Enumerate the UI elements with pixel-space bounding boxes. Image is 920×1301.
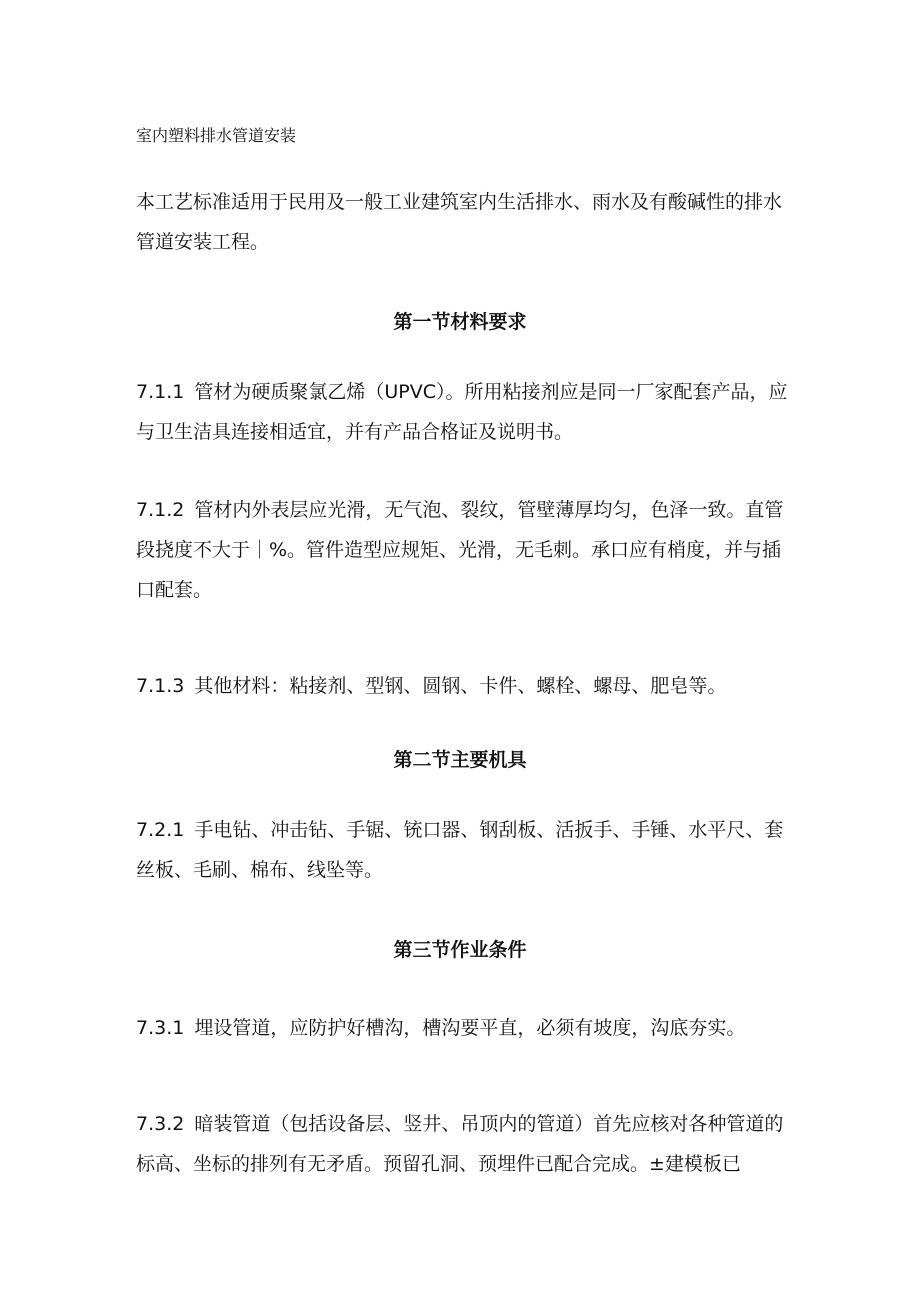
clause-number: 7.2.1	[136, 819, 185, 841]
clause-number: 7.3.2	[136, 1113, 185, 1135]
intro-paragraph: 本工艺标准适用于民用及一般工业建筑室内生活排水、雨水及有酸碱性的排水管道安装工程。	[136, 191, 783, 253]
clause-number: 7.1.3	[136, 675, 185, 697]
clause-7-1-2	[136, 490, 796, 610]
clause-text: 其他材料：粘接剂、型钢、圆钢、卡件、螺栓、螺母、肥皂等。	[194, 675, 727, 697]
clause-7-2-1	[136, 810, 796, 890]
section-heading-conditions: 第三节作业条件	[393, 939, 527, 961]
section-heading-tools: 第二节主要机具	[393, 749, 527, 771]
clause-7-1-3	[136, 666, 796, 706]
clause-number: 7.1.1	[136, 381, 185, 403]
clause-7-3-1	[136, 1008, 796, 1048]
clause-text: 管材为硬质聚氯乙烯（UPVC）。所用粘接剂应是同一厂家配套产品，应与卫生洁具连接相适宜，并有产品合格证及说明书。	[136, 381, 788, 443]
clause-7-3-2	[136, 1104, 796, 1184]
section-heading-materials: 第一节材料要求	[393, 311, 527, 333]
clause-number: 7.3.1	[136, 1017, 185, 1039]
clause-text: 手电钻、冲击钻、手锯、铳口器、钢刮板、活扳手、手锤、水平尺、套丝板、毛刷、棉布、线坠等。	[136, 819, 784, 881]
clause-text: 暗装管道（包括设备层、竖井、吊顶内的管道）首先应核对各种管道的标高、坐标的排列有无矛盾。预留孔洞、预埋件已配合完成。±建模板已	[136, 1113, 784, 1175]
clause-number: 7.1.2	[136, 499, 185, 521]
clause-text: 管材内外表层应光滑，无气泡、裂纹，管壁薄厚均匀，色泽一致。直管段挠度不大于｜%。管件造型应规矩、光滑，无毛刺。承口应有梢度，并与插口配套。	[136, 499, 784, 601]
clause-text: 埋设管道，应防护好槽沟，槽沟要平直，必须有坡度，沟底夯实。	[194, 1017, 746, 1039]
document-title: 室内塑料排水管道安装	[136, 126, 297, 145]
clause-7-1-1	[136, 372, 796, 452]
